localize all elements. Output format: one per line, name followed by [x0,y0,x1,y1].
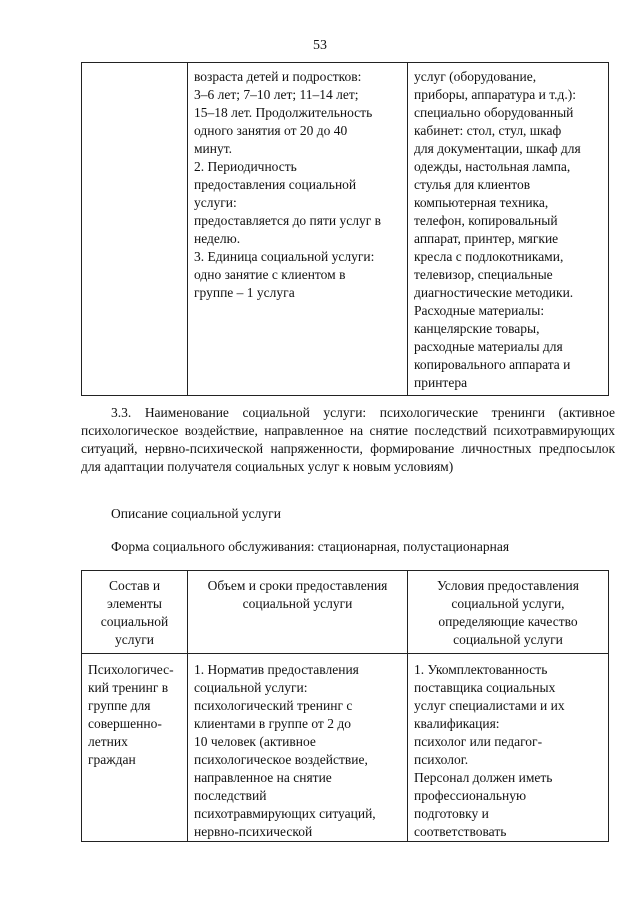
header-composition: Состав и элементы социальной услуги [82,571,188,654]
table-cell-conditions: услуг (оборудование, приборы, аппаратура и т.д.): специально оборудованный кабинет: стол, стул, шкаф для документации, шкаф для одежды, настольная лампа, стулья для клиентов компьютерная техника, телефон, копировальный аппарат, принтер, мягкие кресла с подлокотниками, телевизор, специальные диагностические методики. Расходные материалы: канцелярские товары, расходные материалы для копировального аппарата и принтера [408,63,609,396]
continued-service-table [81,62,609,396]
service-table [81,570,609,842]
table-header-row [82,571,609,654]
header-volume-terms: Объем и сроки предоставления социальной услуги [188,571,408,654]
table-row [82,654,609,842]
description-label: Описание социальной услуги [111,506,281,521]
table-cell-volume-terms: 1. Норматив предоставления социальной услуги: психологический тренинг с клиентами в группе от 2 до 10 человек (активное психологическое воздействие, направленное на снятие последствий психотравмирующих ситуаций, нервно-психической [188,654,408,842]
table-row [82,63,609,396]
table-cell-conditions: 1. Укомплектованность поставщика социальных услуг специалистами и их квалификация: психолог или педагог- психолог. Персонал должен иметь профессиональную подготовку и соответствовать [408,654,609,842]
page-number: 53 [313,38,327,53]
table-cell-composition [82,63,188,396]
table-cell-composition: Психологичес- кий тренинг в группе для совершенно- летних граждан [82,654,188,842]
section-heading: 3.3. Наименование социальной услуги: психологические тренинги (активное психологическое воздействие, направленное на снятие последствий психотравмирующих ситуаций, нервно-психической напряженности, формирование личностных предпосылок для адаптации получателя социальных услуг к новым условиям) [81,405,615,474]
service-form: Форма социального обслуживания: стационарная, полустационарная [111,539,510,554]
table-cell-volume-terms: возраста детей и подростков: 3–6 лет; 7–10 лет; 11–14 лет; 15–18 лет. Продолжительность одного занятия от 20 до 40 минут. 2. Периодичность предоставления социальной услуги: предоставляется до пяти услуг в неделю. 3. Единица социальной услуги: одно занятие с клиентом в группе – 1 услуга [188,63,408,396]
header-conditions: Условия предоставления социальной услуги, определяющие качество социальной услуги [408,571,609,654]
